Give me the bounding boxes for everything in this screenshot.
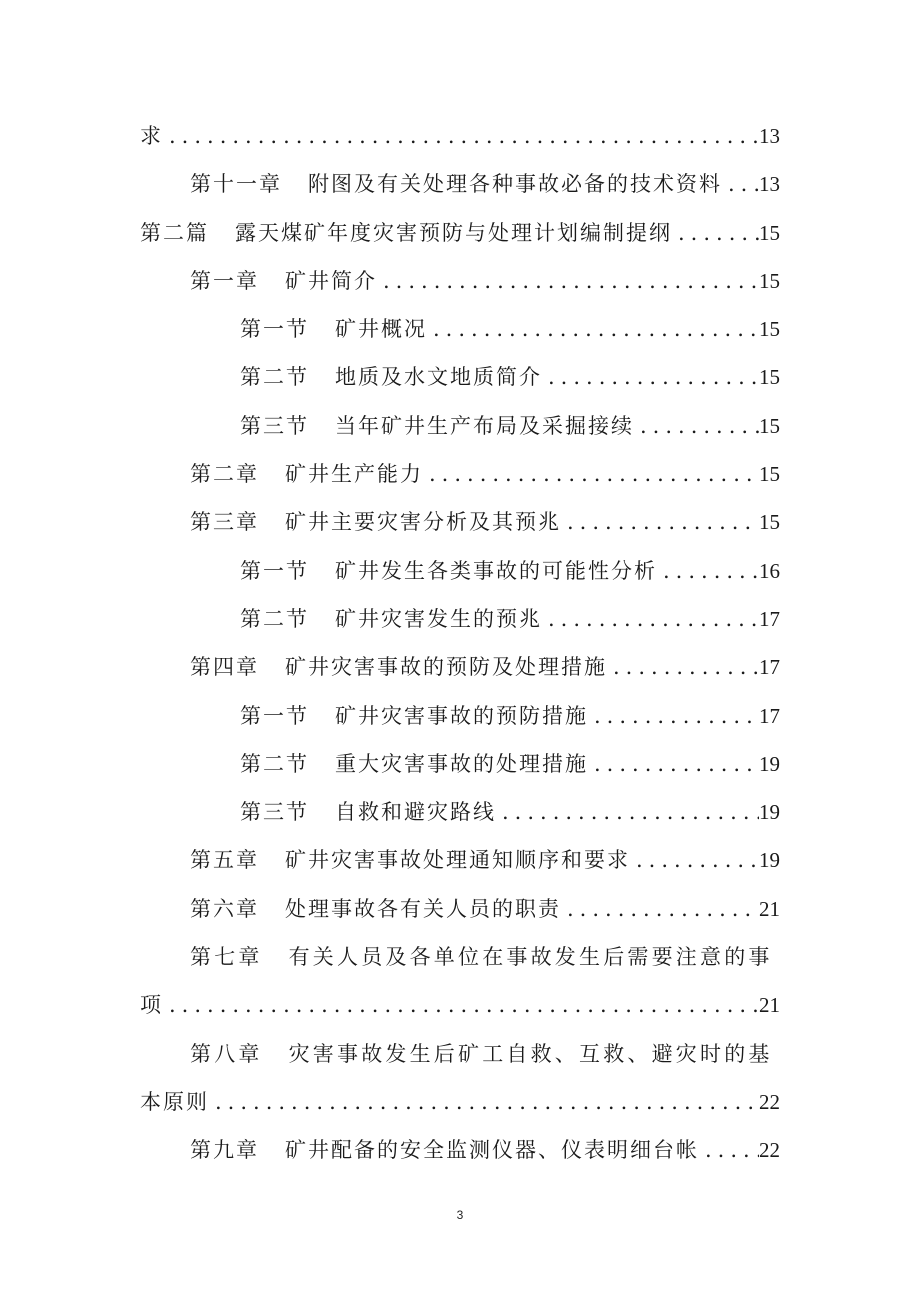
toc-entry-title <box>190 836 630 884</box>
toc-entry-page: 15 <box>759 268 780 293</box>
toc-entry-number: 第一节 <box>240 317 309 342</box>
toc-entry-title <box>190 1126 699 1174</box>
toc-entry-page: 13 <box>759 172 780 197</box>
toc-leader-dots <box>496 788 759 836</box>
toc-entry-text: 本原则 <box>140 1089 209 1114</box>
toc-entry[interactable] <box>140 933 780 981</box>
toc-entry-page: 21 <box>759 993 780 1018</box>
toc-entry-text: 灾害事故发生后矿工自救、互救、避灾时的基 <box>288 1041 773 1066</box>
toc-leader-dots <box>561 498 759 546</box>
toc-entry-text: 有关人员及各单位在事故发生后需要注意的事 <box>288 945 773 970</box>
toc-entry[interactable] <box>140 836 780 884</box>
toc-entry-text: 矿井灾害发生的预兆 <box>335 606 542 631</box>
toc-entry[interactable] <box>140 353 780 401</box>
toc-leader-dots <box>722 160 759 208</box>
toc-entry-title <box>190 450 423 498</box>
toc-entry[interactable] <box>140 498 780 546</box>
toc-entry-text: 处理事故各有关人员的职责 <box>285 896 561 921</box>
toc-entry-text: 矿井灾害事故的预防措施 <box>335 703 588 728</box>
toc-leader-dots <box>657 547 759 595</box>
toc-leader-dots <box>561 885 759 933</box>
toc-entry-text: 矿井概况 <box>335 317 427 342</box>
toc-entry-number: 第三节 <box>240 413 309 438</box>
toc-entry-number: 第三节 <box>240 800 309 825</box>
toc-entry[interactable] <box>140 1030 780 1078</box>
toc-entry-text: 重大灾害事故的处理措施 <box>335 751 588 776</box>
toc-leader-dots <box>630 836 759 884</box>
toc-entry[interactable] <box>140 209 780 257</box>
toc-entry-text: 矿井主要灾害分析及其预兆 <box>285 510 561 535</box>
toc-leader-dots <box>427 305 759 353</box>
toc-entry[interactable] <box>140 112 780 160</box>
toc-entry-title <box>190 933 780 981</box>
toc-entry-text: 矿井生产能力 <box>285 462 423 487</box>
toc-leader-dots <box>634 402 759 450</box>
toc-entry-page: 22 <box>759 1138 780 1163</box>
toc-entry-number: 第二节 <box>240 606 309 631</box>
toc-leader-dots <box>542 353 759 401</box>
toc-entry-number: 第二篇 <box>140 220 209 245</box>
toc-leader-dots <box>672 209 759 257</box>
toc-entry-text: 项 <box>140 993 163 1018</box>
toc-entry[interactable] <box>140 1126 780 1174</box>
toc-entry-number: 第一节 <box>240 558 309 583</box>
page-number: 3 <box>456 1208 464 1222</box>
toc-entry[interactable] <box>140 885 780 933</box>
toc-entry-number: 第八章 <box>190 1041 263 1066</box>
toc-entry-title <box>140 1078 209 1126</box>
toc-entry-number: 第一节 <box>240 703 309 728</box>
toc-entry-title <box>240 353 542 401</box>
toc-entry-title <box>240 788 496 836</box>
toc-entry-page: 19 <box>759 800 780 825</box>
toc-entry-title <box>190 257 377 305</box>
toc-entry-title <box>190 885 561 933</box>
toc-entry-number: 第二节 <box>240 365 309 390</box>
toc-leader-dots <box>377 257 759 305</box>
toc-entry-title <box>190 160 722 208</box>
toc-entry-title <box>190 1030 780 1078</box>
toc-entry-page: 21 <box>759 896 780 921</box>
toc-entry-text: 当年矿井生产布局及采掘接续 <box>335 413 634 438</box>
toc-entry[interactable] <box>140 305 780 353</box>
toc-entry-title <box>190 643 607 691</box>
toc-entry-text: 露天煤矿年度灾害预防与处理计划编制提纲 <box>235 220 672 245</box>
toc-entry-title <box>140 209 672 257</box>
toc-entry-page: 16 <box>759 558 780 583</box>
toc-entry-title <box>240 595 542 643</box>
toc-entry-title <box>140 981 163 1029</box>
toc-entry-title <box>190 498 561 546</box>
toc-entry-title <box>140 112 163 160</box>
toc-leader-dots <box>607 643 759 691</box>
toc-entry-title <box>240 402 634 450</box>
toc-entry-title <box>240 547 657 595</box>
toc-entry-page: 13 <box>759 124 780 148</box>
toc-entry-number: 第九章 <box>190 1138 259 1163</box>
toc-entry-page: 15 <box>759 365 780 390</box>
toc-entry-number: 第十一章 <box>190 172 282 197</box>
toc-entry[interactable] <box>140 257 780 305</box>
toc-entry-page: 15 <box>759 220 780 245</box>
toc-entry[interactable] <box>140 450 780 498</box>
toc-leader-dots <box>699 1126 759 1174</box>
toc-entry-number: 第七章 <box>190 945 263 970</box>
toc-entry[interactable] <box>140 740 780 788</box>
toc-entry[interactable] <box>140 692 780 740</box>
toc-entry[interactable] <box>140 1078 780 1126</box>
toc-entry-text: 矿井配备的安全监测仪器、仪表明细台帐 <box>285 1138 699 1163</box>
toc-entry-number: 第一章 <box>190 268 259 293</box>
toc-entry-page: 19 <box>759 848 780 873</box>
toc-leader-dots <box>163 112 759 160</box>
toc-entry-number: 第五章 <box>190 848 259 873</box>
toc-entry-text: 地质及水文地质简介 <box>335 365 542 390</box>
toc-entry-page: 19 <box>759 751 780 776</box>
toc-entry-title <box>240 692 588 740</box>
toc-entry-page: 15 <box>759 510 780 535</box>
toc-entry-page: 17 <box>759 655 780 680</box>
toc-leader-dots <box>163 981 759 1029</box>
toc-entry-page: 15 <box>759 462 780 487</box>
toc-entry-text: 矿井灾害事故的预防及处理措施 <box>285 655 607 680</box>
toc-entry[interactable] <box>140 643 780 691</box>
toc-entry-text: 矿井发生各类事故的可能性分析 <box>335 558 657 583</box>
toc-entry[interactable] <box>140 547 780 595</box>
toc-entry-text: 求 <box>140 124 163 148</box>
toc-entry-page: 17 <box>759 703 780 728</box>
toc-entry[interactable] <box>140 402 780 450</box>
toc-entry-page: 22 <box>759 1089 780 1114</box>
toc-entry-number: 第六章 <box>190 896 259 921</box>
toc-entry-text: 自救和避灾路线 <box>335 800 496 825</box>
toc-entry-number: 第二章 <box>190 462 259 487</box>
toc-entry-page: 15 <box>759 317 780 342</box>
toc-entry[interactable] <box>140 160 780 208</box>
toc-entry[interactable] <box>140 981 780 1029</box>
toc-entry-number: 第四章 <box>190 655 259 680</box>
toc-entry-text: 矿井简介 <box>285 268 377 293</box>
toc-entry-page: 15 <box>759 413 780 438</box>
toc-entry[interactable] <box>140 788 780 836</box>
toc-entry-page: 17 <box>759 606 780 631</box>
toc-leader-dots <box>588 692 759 740</box>
toc-leader-dots <box>542 595 759 643</box>
toc-entry-title <box>240 740 588 788</box>
toc-leader-dots <box>209 1078 759 1126</box>
toc-entry-number: 第三章 <box>190 510 259 535</box>
toc-entry-number: 第二节 <box>240 751 309 776</box>
toc-entry[interactable] <box>140 595 780 643</box>
toc-entry-text: 矿井灾害事故处理通知顺序和要求 <box>285 848 630 873</box>
toc-leader-dots <box>423 450 759 498</box>
toc-leader-dots <box>588 740 759 788</box>
toc-entry-title <box>240 305 427 353</box>
toc-entry-text: 附图及有关处理各种事故必备的技术资料 <box>308 172 722 197</box>
table-of-contents <box>140 112 780 1175</box>
